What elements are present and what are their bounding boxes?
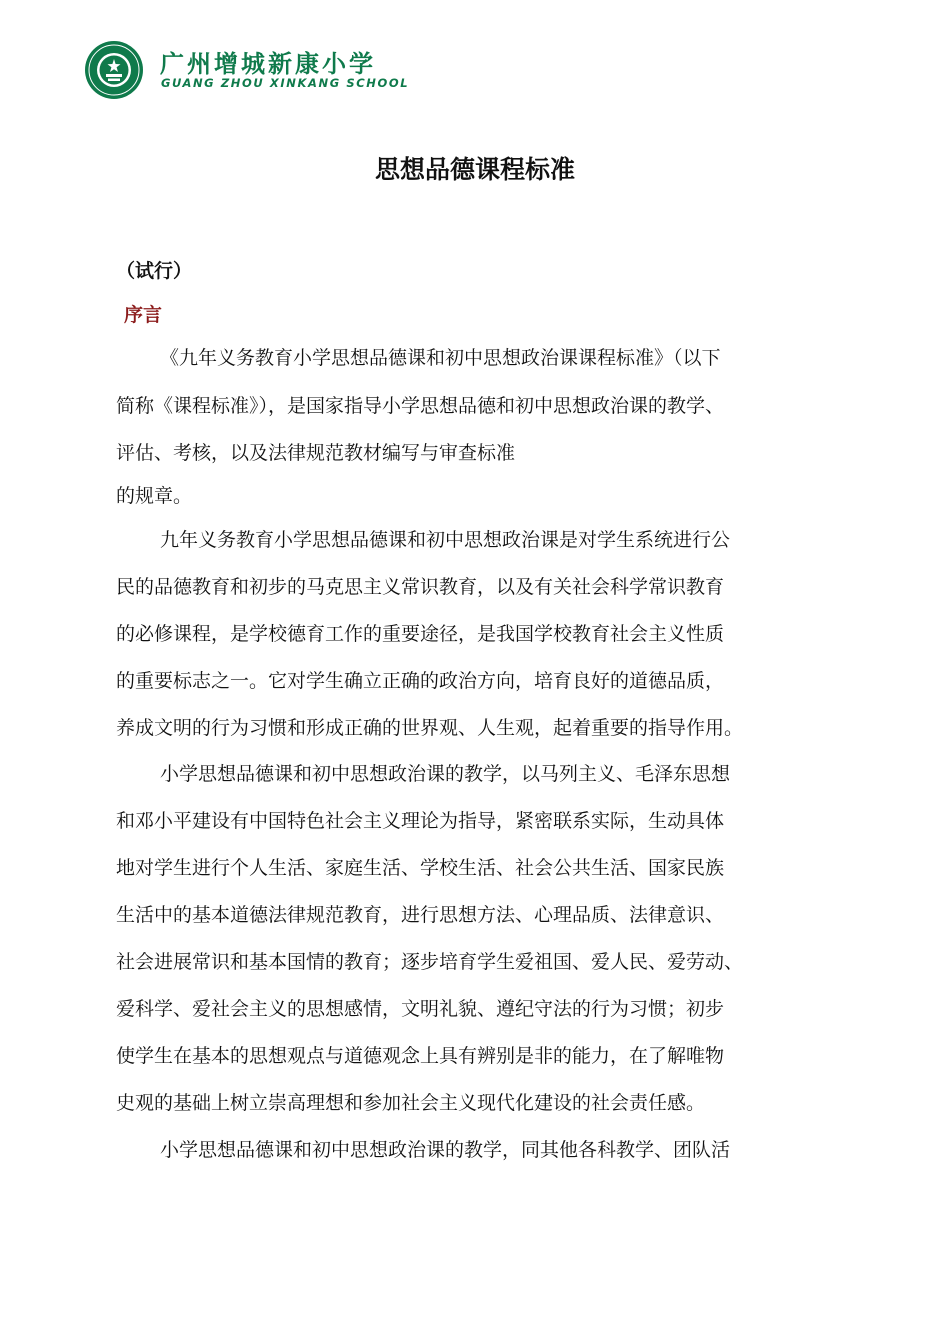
body-line: 的重要标志之一。它对学生确立正确的政治方向，培育良好的道德品质， [116, 670, 725, 692]
school-name: 广州增城新康小学 [160, 50, 376, 78]
school-name-english: GUANG ZHOU XINKANG SCHOOL [161, 76, 410, 90]
body-line: 简称《课程标准》），是国家指导小学思想品德和初中思想政治课的教学、 [116, 395, 725, 417]
school-header [84, 40, 444, 100]
body-line: 社会进展常识和基本国情的教育；逐步培育学生爱祖国、爱人民、爱劳动、 [116, 951, 744, 973]
body-line: 民的品德教育和初步的马克思主义常识教育，以及有关社会科学常识教育 [116, 576, 725, 598]
body-line: 小学思想品德课和初中思想政治课的教学，同其他各科教学、团队活 [160, 1139, 731, 1161]
body-line: 《九年义务教育小学思想品德课和初中思想政治课课程标准》（以下 [160, 347, 721, 369]
body-line: 评估、考核，以及法律规范教材编写与审查标准 [116, 442, 516, 464]
body-line: 使学生在基本的思想观点与道德观念上具有辨别是非的能力，在了解唯物 [116, 1045, 725, 1067]
document-subtitle: （试行） [116, 260, 193, 282]
body-line: 的必修课程，是学校德育工作的重要途径，是我国学校教育社会主义性质 [116, 623, 725, 645]
body-line: 史观的基础上树立崇高理想和参加社会主义现代化建设的社会责任感。 [116, 1092, 706, 1114]
body-line: 生活中的基本道德法律规范教育，进行思想方法、心理品质、法律意识、 [116, 904, 725, 926]
body-line: 地对学生进行个人生活、家庭生活、学校生活、社会公共生活、国家民族 [116, 857, 725, 879]
document-title: 思想品德课程标准 [374, 155, 575, 184]
body-line: 九年义务教育小学思想品德课和初中思想政治课是对学生系统进行公 [160, 529, 731, 551]
body-line: 小学思想品德课和初中思想政治课的教学，以马列主义、毛泽东思想 [160, 763, 731, 785]
section-heading: 序言 [124, 304, 163, 326]
body-line: 养成文明的行为习惯和形成正确的世界观、人生观，起着重要的指导作用。 [116, 717, 744, 739]
body-line: 爱科学、爱社会主义的思想感情，文明礼貌、遵纪守法的行为习惯；初步 [116, 998, 725, 1020]
body-line: 的规章。 [116, 485, 193, 507]
body-line: 和邓小平建设有中国特色社会主义理论为指导，紧密联系实际，生动具体 [116, 810, 725, 832]
school-logo-icon [84, 40, 144, 100]
